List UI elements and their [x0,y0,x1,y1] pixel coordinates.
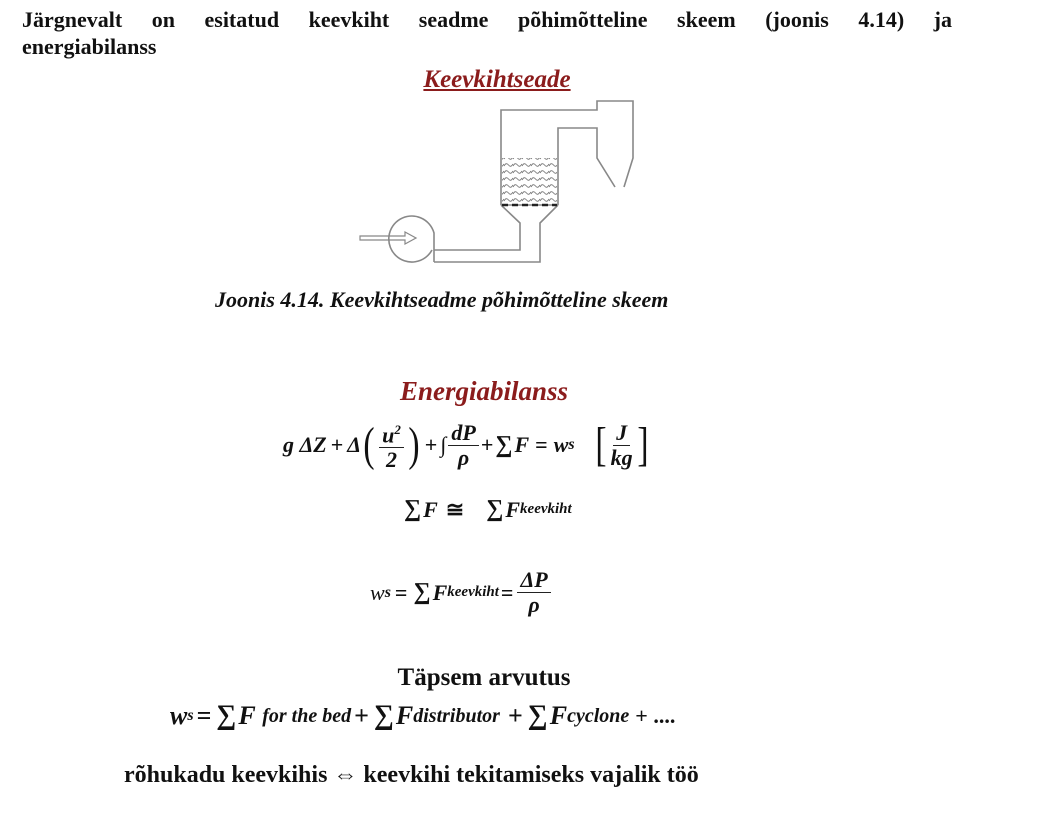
eq-term: 2 [394,422,401,437]
eq-op: + [480,432,494,458]
eq-term: ρ [528,592,540,617]
eq-term: ρ [457,444,470,470]
energy-balance-title: Energiabilanss [399,376,569,406]
eq-term: F [432,579,448,605]
eq-term: kg [610,444,633,470]
eq-term: w [370,579,385,605]
eq-term: s [568,436,575,454]
eq-op: = [196,701,212,730]
conclusion-line [124,762,699,789]
fluidized-bed-diagram [0,0,1064,300]
energy-balance-equation: g ΔZ + Δ ( $\frac{u^2}{2}$ ) + ∫ $\frac{dP}{\rho}$ + ∑ F = w s [ $\frac{J}{kg}$ ] [283,418,649,473]
work-equation [370,568,553,617]
eq-term: ΔP [517,568,550,593]
eq-term: cyclone [567,704,630,727]
fluidized-bed [502,158,557,203]
eq-term: distributor [413,704,500,727]
eq-term: keevkiht [520,501,572,517]
eq-op: + [424,432,438,458]
eq-term: J [613,421,630,446]
eq-term: F [514,432,530,458]
precise-calc-title: Täpsem arvutus [397,664,571,691]
intro-line-1: Järgnevalt on esitatud keevkiht seadme põhimõtteline skeem (joonis 4.14) ja [22,7,952,32]
eq-term: ∑ [216,700,237,731]
eq-term: ∑ [413,579,431,605]
friction-approx-equation [402,496,572,523]
conclusion-right: keevkihi tekitamiseks vajalik töö [363,762,699,788]
fan-icon [389,216,434,262]
eq-term: F [423,496,438,522]
eq-op: = [535,432,548,458]
eq-op: + .... [635,703,676,728]
eq-term: F [395,701,414,730]
inlet-arrow-icon [360,232,416,244]
intro-line-2: energiabilanss [22,34,157,59]
eq-term: keevkiht [447,584,499,600]
eq-op: + [354,701,369,730]
fraction-dp-rho [448,421,478,470]
eq-term: ∫ [440,432,447,458]
eq-op: + [330,432,344,458]
equivalence-arrow-icon: ⇔ [333,762,358,788]
conclusion-left: rõhukadu keevkihis [124,762,328,788]
eq-term: g [283,432,294,458]
eq-term: s [384,583,391,601]
eq-term: 2 [385,447,397,473]
fraction-units [611,421,633,470]
figure-title: Keevkihtseade [423,66,571,93]
eq-term: F [238,701,256,730]
eq-term: s [187,707,194,724]
eq-term: w [170,701,188,730]
eq-term: ∑ [373,700,394,731]
eq-term: ∑ [486,496,504,522]
eq-term: u [382,422,395,448]
eq-term: Δ [347,432,362,458]
fraction-deltap-rho [517,568,550,617]
fraction-u2-2 [379,418,404,472]
eq-term: ∑ [527,700,548,731]
eq-term: F [549,701,568,730]
precise-equation [170,700,675,732]
figure-caption: Joonis 4.14. Keevkihtseadme põhimõtteline skeem [215,287,669,312]
eq-op: = [500,579,514,605]
eq-op: ≅ [445,496,465,522]
eq-term: F [505,496,521,522]
eq-op: = [394,579,408,605]
eq-term: for the bed [262,704,352,727]
eq-term: ∑ [404,496,422,522]
eq-term: w [553,432,569,458]
eq-term: ΔZ [299,432,327,458]
eq-term: ∑ [495,431,513,458]
eq-op: + [507,701,523,730]
eq-term: dP [448,421,478,446]
